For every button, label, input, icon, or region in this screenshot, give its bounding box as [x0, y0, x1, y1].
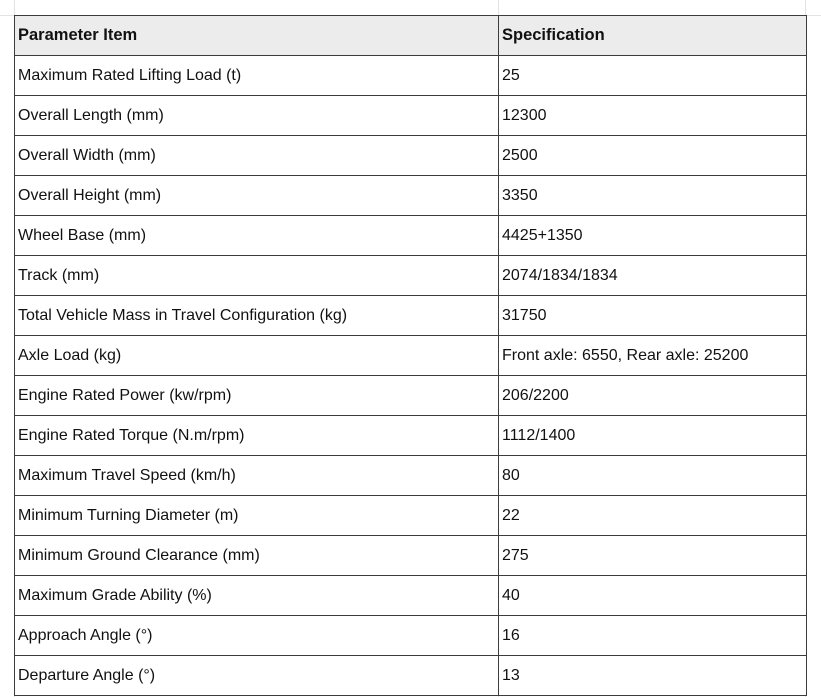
parameter-cell[interactable]: Axle Load (kg): [15, 336, 499, 376]
table-row: [15, 256, 807, 296]
specification-cell[interactable]: 25: [499, 56, 807, 96]
table-row: [15, 216, 807, 256]
specification-cell[interactable]: 13: [499, 656, 807, 696]
table-row: [15, 496, 807, 536]
specification-cell[interactable]: 275: [499, 536, 807, 576]
table-row: [15, 456, 807, 496]
specification-cell[interactable]: 31750: [499, 296, 807, 336]
parameter-cell[interactable]: Approach Angle (°): [15, 616, 499, 656]
table-row: [15, 296, 807, 336]
specification-cell[interactable]: 16: [499, 616, 807, 656]
table-row: [15, 136, 807, 176]
table-row: [15, 656, 807, 696]
header-parameter-item[interactable]: Parameter Item: [15, 16, 499, 56]
parameter-cell[interactable]: Overall Length (mm): [15, 96, 499, 136]
specification-cell[interactable]: 1112/1400: [499, 416, 807, 456]
table-row: [15, 536, 807, 576]
parameter-cell[interactable]: Track (mm): [15, 256, 499, 296]
parameter-cell[interactable]: Overall Height (mm): [15, 176, 499, 216]
specification-cell[interactable]: 3350: [499, 176, 807, 216]
parameter-cell[interactable]: Departure Angle (°): [15, 656, 499, 696]
parameter-cell[interactable]: Minimum Turning Diameter (m): [15, 496, 499, 536]
table-body: [15, 56, 807, 696]
parameter-cell[interactable]: Wheel Base (mm): [15, 216, 499, 256]
parameter-cell[interactable]: Maximum Grade Ability (%): [15, 576, 499, 616]
parameter-cell[interactable]: Minimum Ground Clearance (mm): [15, 536, 499, 576]
table-row: [15, 96, 807, 136]
table-row: [15, 56, 807, 96]
specification-cell[interactable]: 4425+1350: [499, 216, 807, 256]
specification-cell[interactable]: 206/2200: [499, 376, 807, 416]
parameter-cell[interactable]: Engine Rated Torque (N.m/rpm): [15, 416, 499, 456]
table-header-row: [15, 16, 807, 56]
parameter-cell[interactable]: Maximum Rated Lifting Load (t): [15, 56, 499, 96]
specification-table: [14, 15, 807, 696]
table-row: [15, 176, 807, 216]
table-row: [15, 616, 807, 656]
parameter-cell[interactable]: Overall Width (mm): [15, 136, 499, 176]
table-row: [15, 576, 807, 616]
specification-cell[interactable]: Front axle: 6550, Rear axle: 25200: [499, 336, 807, 376]
parameter-cell[interactable]: Engine Rated Power (kw/rpm): [15, 376, 499, 416]
specification-cell[interactable]: 80: [499, 456, 807, 496]
parameter-cell[interactable]: Total Vehicle Mass in Travel Configuration (kg): [15, 296, 499, 336]
specification-cell[interactable]: 22: [499, 496, 807, 536]
table-row: [15, 416, 807, 456]
table-row: [15, 376, 807, 416]
specification-cell[interactable]: 12300: [499, 96, 807, 136]
specification-cell[interactable]: 2500: [499, 136, 807, 176]
table-row: [15, 336, 807, 376]
parameter-cell[interactable]: Maximum Travel Speed (km/h): [15, 456, 499, 496]
specification-cell[interactable]: 2074/1834/1834: [499, 256, 807, 296]
header-specification[interactable]: Specification: [499, 16, 807, 56]
specification-cell[interactable]: 40: [499, 576, 807, 616]
